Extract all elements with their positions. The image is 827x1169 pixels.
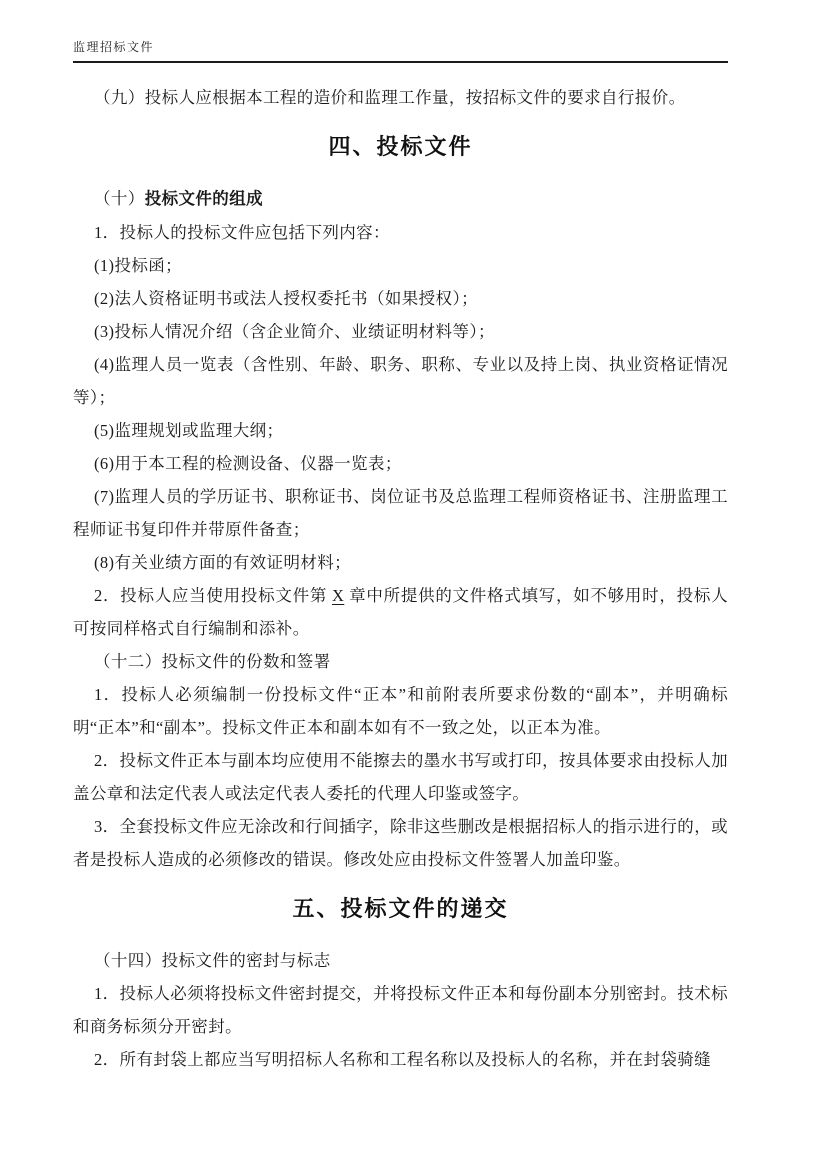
clause-12-heading: （十二）投标文件的份数和签署 [94, 652, 331, 671]
clause-14-para-2: 2．所有封袋上都应当写明招标人名称和工程名称以及投标人的名称，并在封袋骑缝 [94, 1050, 712, 1069]
clause-10-heading [73, 182, 728, 216]
clause-10-para-2 [73, 579, 728, 645]
clause-10-para-2-after: 章中所提供的文件格式填写，如不够用时，投标人可按同样格式自行编制和添补。 [73, 586, 729, 638]
page-header [73, 38, 728, 63]
clause-10-para-2-before: 2．投标人应当使用投标文件第 [94, 586, 332, 605]
list-item-5: (5)监理规划或监理大纲； [94, 421, 284, 440]
clause-14-heading: （十四）投标文件的密封与标志 [94, 951, 331, 970]
list-item-7: (7)监理人员的学历证书、职称证书、岗位证书及总监理工程师资格证书、注册监理工程师证书复印件并带原件备查； [73, 487, 728, 539]
list-item-6: (6)用于本工程的检测设备、仪器一览表； [94, 454, 402, 473]
chapter-ref-underlined: X [331, 586, 345, 605]
page-header-title: 监理招标文件 [73, 40, 155, 54]
list-item-4: (4)监理人员一览表（含性别、年龄、职务、职称、专业以及持上岗、执业资格证情况等）； [73, 355, 728, 407]
clause-12-para-2: 2．投标文件正本与副本均应使用不能擦去的墨水书写或打印，按具体要求由投标人加盖公章和法定代表人或法定代表人委托的代理人印鉴或签字。 [73, 751, 728, 803]
clause-12-para-3: 3．全套投标文件应无涂改和行间插字，除非这些删改是根据招标人的指示进行的，或者是投标人造成的必须修改的错误。修改处应由投标文件签署人加盖印鉴。 [73, 817, 728, 869]
list-item-2: (2)法人资格证明书或法人授权委托书（如果授权）； [94, 289, 478, 308]
clause-14-para-1: 1．投标人必须将投标文件密封提交，并将投标文件正本和每份副本分别密封。技术标和商务标须分开密封。 [73, 984, 728, 1036]
clause-9-paragraph: （九）投标人应根据本工程的造价和监理工作量，按招标文件的要求自行报价。 [94, 88, 686, 107]
list-item-8: (8)有关业绩方面的有效证明材料； [94, 553, 352, 572]
clause-12-para-1: 1．投标人必须编制一份投标文件“正本”和前附表所要求份数的“副本”，并明确标明“正本”和“副本”。投标文件正本和副本如有不一致之处，以正本为准。 [73, 685, 728, 737]
clause-10-intro: 1．投标人的投标文件应包括下列内容： [94, 223, 390, 242]
clause-10-heading-text: 投标文件的组成 [144, 190, 264, 208]
list-item-3: (3)投标人情况介绍（含企业简介、业绩证明材料等）； [94, 322, 495, 341]
clause-10-number: （十） [94, 189, 145, 208]
section-4-title: 四、投标文件 [328, 134, 473, 159]
document-body [73, 81, 728, 1076]
list-item-1: (1)投标函； [94, 256, 183, 275]
section-5-title: 五、投标文件的递交 [292, 896, 509, 921]
